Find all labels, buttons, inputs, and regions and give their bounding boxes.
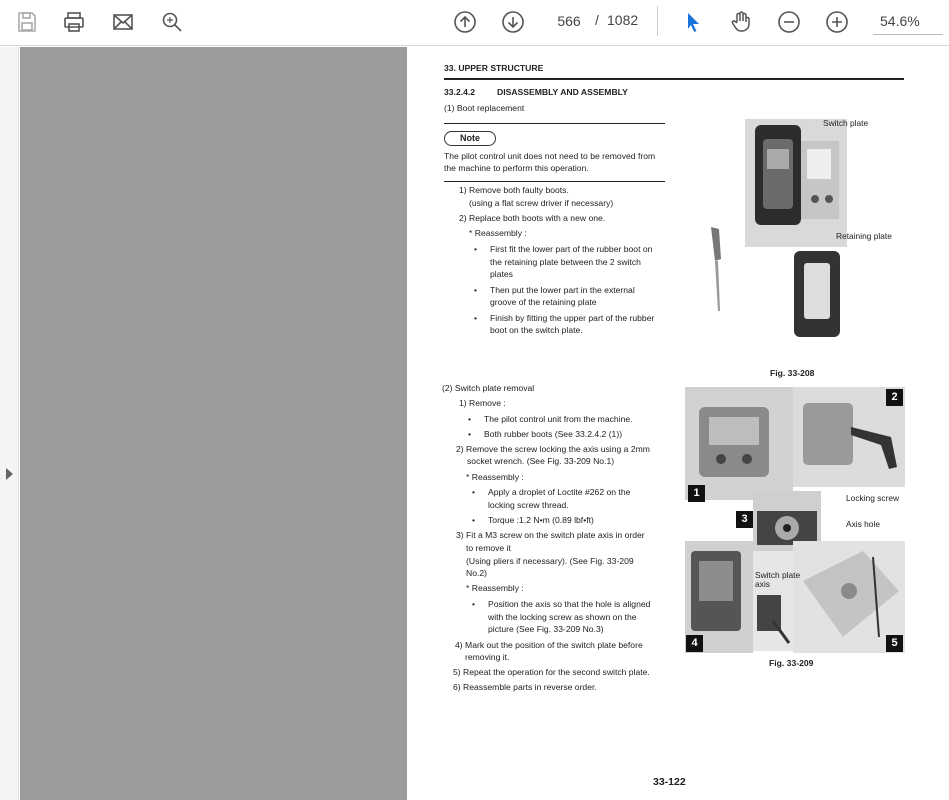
reassembly-label: * Reassembly : (469, 228, 527, 238)
chevron-right-icon (6, 468, 13, 480)
step-line: 5) Repeat the operation for the second switch plate. (453, 667, 650, 677)
subsection-number: 33.2.4.2 (444, 87, 476, 97)
screwdriver-photo (707, 225, 731, 313)
step-line: socket wrench. (See Fig. 33-209 No.1) (467, 456, 615, 466)
figure-badge: 2 (886, 389, 903, 406)
step-line: with the locking screw as shown on the (488, 612, 637, 622)
step-line: 1) Remove both faulty boots. (459, 185, 569, 195)
step-line: 4) Mark out the position of the switch plate before (455, 640, 643, 650)
figure-badge: 4 (686, 635, 703, 652)
zoom-level[interactable]: 54.6% (873, 9, 943, 35)
page-number: 33-122 (653, 776, 686, 788)
cursor-icon (681, 10, 705, 34)
step-line: Apply a droplet of Loctite #262 on the (488, 487, 631, 497)
search-button[interactable] (156, 6, 188, 38)
step-line: 1) Remove : (459, 398, 506, 408)
switch-plate-axis-illustration (753, 551, 793, 651)
bullet: • (474, 244, 478, 254)
step-line: boot on the switch plate. (490, 325, 583, 335)
pilot-unit-illustration (745, 119, 847, 247)
page-separator: / (595, 12, 599, 28)
arrow-up-circle-icon (453, 10, 477, 34)
note-line: the machine to perform this operation. (444, 163, 589, 173)
figure-caption: Fig. 33-208 (770, 368, 815, 378)
toolbar (0, 0, 949, 46)
zoom-in-button[interactable] (821, 6, 853, 38)
bullet: • (474, 285, 478, 295)
step-line: No.2) (466, 568, 488, 578)
arrow-down-circle-icon (501, 10, 525, 34)
part2-title: (2) Switch plate removal (442, 383, 535, 393)
note-bottom-rule (444, 181, 665, 182)
bullet: • (468, 414, 472, 424)
step-line: to remove it (466, 543, 511, 553)
reassembly-label: * Reassembly : (466, 472, 524, 482)
zoom-out-icon (777, 10, 801, 34)
step-line: Both rubber boots (See 33.2.4.2 (1)) (484, 429, 623, 439)
print-icon (62, 10, 86, 34)
zoom-in-icon (825, 10, 849, 34)
rubber-boot-photo (790, 247, 845, 342)
email-button[interactable] (107, 6, 139, 38)
header-rule (444, 78, 904, 80)
step-line: locking screw thread. (488, 500, 569, 510)
step-line: Then put the lower part in the external (490, 285, 635, 295)
step-line: groove of the retaining plate (490, 297, 597, 307)
photo-4b (753, 551, 793, 651)
search-icon (160, 10, 184, 34)
step-line: 3) Fit a M3 screw on the switch plate axis in order (456, 530, 645, 540)
photo-1 (685, 387, 793, 500)
bullet: • (468, 429, 472, 439)
total-pages: 1082 (607, 12, 639, 28)
zoom-out-button[interactable] (773, 6, 805, 38)
select-tool-button[interactable] (677, 6, 709, 38)
callout-switch-plate-axis: Switch plate (755, 570, 801, 580)
rubber-boot-illustration (790, 247, 845, 342)
reassembly-label: * Reassembly : (466, 583, 524, 593)
step-line: the retaining plate between the 2 switch (490, 257, 641, 267)
document-viewer-background (20, 47, 407, 800)
previous-page-button[interactable] (449, 6, 481, 38)
step-line: 2) Remove the screw locking the axis using a 2mm (456, 444, 650, 454)
step-line: removing it. (465, 652, 510, 662)
figure-badge: 5 (886, 635, 903, 652)
step-line: plates (490, 269, 513, 279)
save-icon (15, 10, 39, 34)
step-line: (Using pliers if necessary). (See Fig. 33-209 (466, 556, 634, 566)
callout-retaining-plate: Retaining plate (836, 231, 892, 241)
note-top-rule (444, 123, 665, 124)
step-line: (using a flat screw driver if necessary) (469, 198, 614, 208)
document-page (407, 47, 949, 800)
toolbar-divider (657, 6, 658, 36)
callout-switch-plate-axis: axis (755, 579, 770, 589)
callout-axis-hole: Axis hole (846, 519, 880, 529)
step-line: picture (See Fig. 33-209 No.3) (488, 624, 604, 634)
step-line: First fit the lower part of the rubber boot on (490, 244, 653, 254)
side-panel-toggle[interactable] (0, 47, 19, 800)
next-page-button[interactable] (497, 6, 529, 38)
screwdriver-illustration (707, 225, 731, 313)
boot-photo (745, 119, 847, 247)
step-line: Torque :1.2 N•m (0.89 lbf•ft) (488, 515, 594, 525)
figure-badge: 3 (736, 511, 753, 528)
step-line: Finish by fitting the upper part of the rubber (490, 313, 655, 323)
subsection-title: DISASSEMBLY AND ASSEMBLY (497, 87, 628, 97)
bullet: • (472, 487, 476, 497)
print-button[interactable] (58, 6, 90, 38)
note-badge: Note (444, 131, 496, 146)
step-line: Position the axis so that the hole is aligned (488, 599, 651, 609)
figure-caption: Fig. 33-209 (769, 658, 814, 668)
step-line: 2) Replace both boots with a new one. (459, 213, 606, 223)
section-header: 33. UPPER STRUCTURE (444, 63, 544, 73)
bullet: • (472, 599, 476, 609)
save-button[interactable] (11, 6, 43, 38)
bullet: • (472, 515, 476, 525)
pilot-unit-illustration (685, 387, 793, 500)
bullet: • (474, 313, 478, 323)
figure-badge: 1 (688, 485, 705, 502)
hand-icon (729, 10, 753, 34)
step-line: The pilot control unit from the machine. (484, 414, 633, 424)
hand-tool-button[interactable] (725, 6, 757, 38)
page-number-input[interactable] (549, 9, 589, 33)
note-line: The pilot control unit does not need to be removed from (444, 151, 656, 161)
callout-locking-screw: Locking screw (846, 493, 900, 503)
step-line: 6) Reassemble parts in reverse order. (453, 682, 597, 692)
email-icon (111, 10, 135, 34)
callout-switch-plate: Switch plate (823, 118, 869, 128)
part1-title: (1) Boot replacement (444, 103, 525, 113)
